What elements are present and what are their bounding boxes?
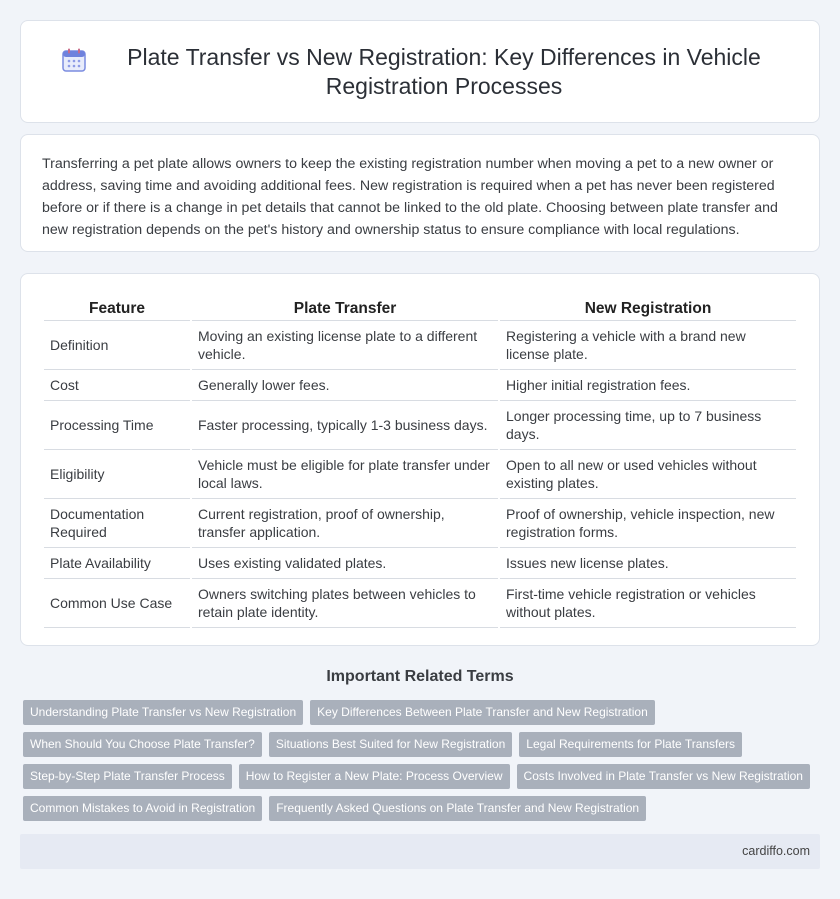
table-cell-feature: Processing Time xyxy=(44,401,190,450)
related-term-tag[interactable]: Costs Involved in Plate Transfer vs New Registration xyxy=(517,764,810,789)
table-row xyxy=(44,321,796,370)
intro-paragraph: Transferring a pet plate allows owners to keep the existing registration number when moving a pet to a new owner or address, saving time and avoiding additional fees. New registration is required when a pet has never been registered before or if there is a change in pet details that cannot be linked to the old plate. Choosing between plate transfer and new registration depends on the pet's history and ownership status to ensure compliance with local regulations. xyxy=(42,156,778,238)
related-term-tag[interactable]: Step-by-Step Plate Transfer Process xyxy=(23,764,232,789)
related-term-tag[interactable]: Situations Best Suited for New Registration xyxy=(269,732,512,757)
table-cell-plate-transfer: Faster processing, typically 1-3 business days. xyxy=(192,401,498,450)
table-header-row xyxy=(44,296,796,321)
related-terms-list xyxy=(23,700,813,821)
related-term-tag[interactable]: How to Register a New Plate: Process Overview xyxy=(239,764,510,789)
table-cell-new-registration: First-time vehicle registration or vehicles without plates. xyxy=(500,579,796,628)
header xyxy=(21,21,819,122)
related-term-tag[interactable]: Common Mistakes to Avoid in Registration xyxy=(23,796,262,821)
table-row xyxy=(44,401,796,450)
calendar-icon xyxy=(61,47,87,73)
table-row xyxy=(44,450,796,499)
related-term-tag[interactable]: Frequently Asked Questions on Plate Transfer and New Registration xyxy=(269,796,646,821)
table-row xyxy=(44,548,796,579)
table-cell-new-registration: Longer processing time, up to 7 business days. xyxy=(500,401,796,450)
footer-site-name[interactable]: cardiffo.com xyxy=(742,844,810,858)
related-term-tag[interactable]: Legal Requirements for Plate Transfers xyxy=(519,732,742,757)
table-row xyxy=(44,370,796,401)
intro-card xyxy=(20,134,820,252)
table-cell-new-registration: Open to all new or used vehicles without existing plates. xyxy=(500,450,796,499)
table-cell-new-registration: Registering a vehicle with a brand new license plate. xyxy=(500,321,796,370)
related-term-tag[interactable]: Key Differences Between Plate Transfer and New Registration xyxy=(310,700,655,725)
related-term-tag[interactable]: When Should You Choose Plate Transfer? xyxy=(23,732,262,757)
column-header-feature: Feature xyxy=(44,296,190,321)
table-cell-new-registration: Proof of ownership, vehicle inspection, new registration forms. xyxy=(500,499,796,548)
table-cell-plate-transfer: Uses existing validated plates. xyxy=(192,548,498,579)
table-cell-feature: Documentation Required xyxy=(44,499,190,548)
table-cell-plate-transfer: Owners switching plates between vehicles to retain plate identity. xyxy=(192,579,498,628)
table-cell-feature: Definition xyxy=(44,321,190,370)
table-cell-feature: Cost xyxy=(44,370,190,401)
table-cell-plate-transfer: Vehicle must be eligible for plate transfer under local laws. xyxy=(192,450,498,499)
comparison-table xyxy=(42,296,798,628)
table-row xyxy=(44,499,796,548)
page-title: Plate Transfer vs New Registration: Key Differences in Vehicle Registration Processes xyxy=(127,43,761,99)
table-cell-feature: Eligibility xyxy=(44,450,190,499)
table-cell-feature: Common Use Case xyxy=(44,579,190,628)
table-row xyxy=(44,579,796,628)
table-cell-plate-transfer: Current registration, proof of ownership, transfer application. xyxy=(192,499,498,548)
table-cell-plate-transfer: Generally lower fees. xyxy=(192,370,498,401)
related-terms-title: Important Related Terms xyxy=(326,668,514,685)
table-cell-plate-transfer: Moving an existing license plate to a different vehicle. xyxy=(192,321,498,370)
related-term-tag[interactable]: Understanding Plate Transfer vs New Registration xyxy=(23,700,303,725)
column-header-new-registration: New Registration xyxy=(500,296,796,321)
table-cell-feature: Plate Availability xyxy=(44,548,190,579)
table-cell-new-registration: Issues new license plates. xyxy=(500,548,796,579)
table-cell-new-registration: Higher initial registration fees. xyxy=(500,370,796,401)
column-header-plate-transfer: Plate Transfer xyxy=(192,296,498,321)
header-card xyxy=(20,20,820,123)
comparison-table-card xyxy=(20,273,820,646)
footer xyxy=(20,834,820,869)
